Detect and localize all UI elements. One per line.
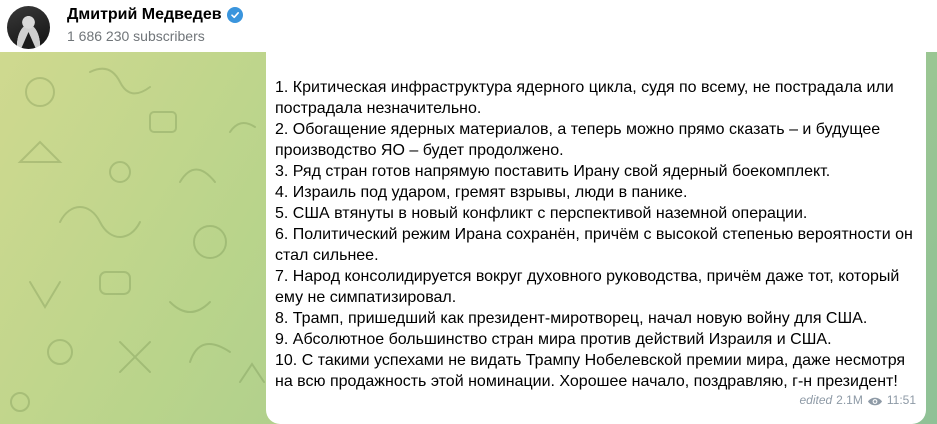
message-line: 5. США втянуты в новый конфликт с перспективой наземной операции. (275, 205, 808, 222)
channel-title[interactable] (67, 5, 243, 25)
message-meta (799, 392, 916, 408)
message-line: 2. Обогащение ядерных материалов, а теперь можно прямо сказать – и будущее производство ЯО – будет продолжено. (275, 121, 881, 159)
edited-label: edited (799, 393, 833, 407)
message-text (275, 77, 915, 392)
view-count: 2.1M (836, 393, 863, 407)
message-time: 11:51 (886, 393, 916, 407)
message-line: 7. Народ консолидируется вокруг духовного руководства, причём даже тот, который ему не симпатизировал. (275, 268, 900, 306)
avatar[interactable] (7, 6, 50, 49)
message-line: 9. Абсолютное большинство стран мира против действий Израиля и США. (275, 331, 832, 348)
channel-name: Дмитрий Медведев (67, 6, 222, 23)
message-line: 1. Критическая инфраструктура ядерного цикла, судя по всему, не пострадала или пострадала незначительно. (275, 79, 894, 117)
chat-header[interactable] (0, 0, 937, 52)
subscriber-count: 1 686 230 subscribers (67, 28, 205, 44)
message-line: 6. Политический режим Ирана сохранён, причём с высокой степенью вероятности он стал сильнее. (275, 226, 913, 264)
message-line: 10. С такими успехами не видать Трампу Нобелевской премии мира, даже несмотря на всю продажность этой номинации. Хорошее начало, поздравляю, г-н президент! (275, 352, 906, 390)
verified-icon (227, 7, 243, 23)
message-line: 4. Израиль под ударом, гремят взрывы, люди в панике. (275, 184, 688, 201)
message-line: 8. Трамп, пришедший как президент-миротворец, начал новую войну для США. (275, 310, 868, 327)
eye-icon (867, 395, 883, 406)
message-line: 3. Ряд стран готов напрямую поставить Ирану свой ядерный боекомплект. (275, 163, 831, 180)
